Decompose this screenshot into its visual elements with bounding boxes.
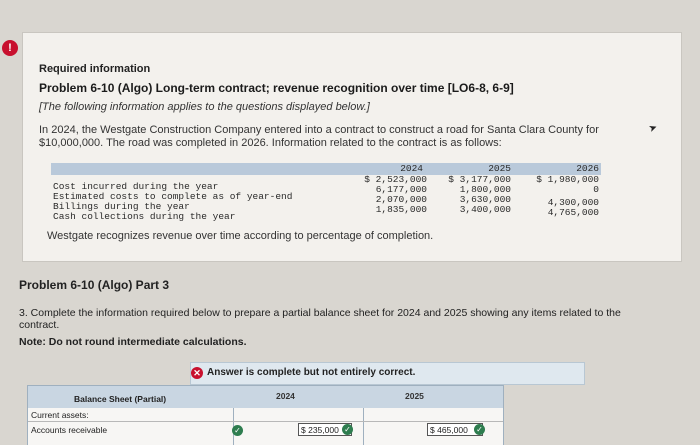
row-label-cash-collections: Cash collections during the year [53, 211, 236, 222]
column-divider [363, 408, 364, 445]
part-title: Problem 6-10 (Algo) Part 3 [19, 278, 170, 292]
answer-status-text: Answer is complete but not entirely correct. [207, 367, 416, 378]
answer-status-banner [190, 362, 585, 385]
cell-2026-collections: 4,765,000 [547, 207, 599, 218]
balance-sheet-body [27, 408, 504, 445]
row-divider [28, 421, 503, 422]
check-icon: ✓ [232, 425, 243, 436]
current-assets-label: Current assets: [31, 410, 89, 420]
cell-2025-billings: 3,630,000 [459, 194, 511, 205]
problem-card [22, 32, 682, 262]
year-header-2025: 2025 [488, 163, 511, 174]
cell-2024-estimate: 6,177,000 [375, 184, 427, 195]
year-header-2024: 2024 [400, 163, 423, 174]
row-label-estimated-costs: Estimated costs to complete as of year-end [53, 191, 293, 202]
balance-sheet-title: Balance Sheet (Partial) [74, 394, 167, 404]
cell-2026-cost: $ 1,980,000 [536, 174, 599, 185]
bs-year-2025: 2025 [405, 391, 424, 401]
row-label-billings: Billings during the year [53, 201, 190, 212]
accounts-receivable-2025-input[interactable]: $ 465,000 [427, 423, 483, 436]
info-note: [The following information applies to the questions displayed below.] [39, 101, 370, 113]
check-icon: ✓ [342, 424, 353, 435]
cell-2025-collections: 3,400,000 [459, 204, 511, 215]
check-icon: ✓ [474, 424, 485, 435]
intro-text: In 2024, the Westgate Construction Company entered into a contract to construct a road for Santa Clara County for $10,000,000. The road was completed in 2026. Information related to the contract is as follows: [39, 124, 599, 149]
balance-sheet-header [27, 385, 504, 409]
mouse-cursor-icon: ➤ [647, 121, 660, 136]
rounding-note: Note: Do not round intermediate calculations. [19, 336, 247, 348]
row-label-cost-incurred: Cost incurred during the year [53, 181, 219, 192]
cell-2025-estimate: 1,800,000 [459, 184, 511, 195]
cell-2026-estimate: 0 [593, 184, 599, 195]
alert-icon: ! [2, 40, 18, 56]
cell-2026-billings: 4,300,000 [547, 197, 599, 208]
cell-2024-cost: $ 2,523,000 [364, 174, 427, 185]
year-header-2026: 2026 [576, 163, 599, 174]
bs-year-2024: 2024 [276, 391, 295, 401]
required-info-heading: Required information [39, 63, 151, 75]
instruction-text: 3. Complete the information required below to prepare a partial balance sheet for 2024 and 2025 showing any items related to the contract. [19, 307, 621, 331]
accounts-receivable-label: Accounts receivable [31, 425, 108, 435]
cell-2024-collections: 1,835,000 [375, 204, 427, 215]
accounts-receivable-2024-input[interactable]: $ 235,000 [298, 423, 352, 436]
revenue-method-note: Westgate recognizes revenue over time according to percentage of completion. [47, 230, 434, 242]
incorrect-icon: ✕ [191, 367, 203, 379]
cell-2025-cost: $ 3,177,000 [448, 174, 511, 185]
cell-2024-billings: 2,070,000 [375, 194, 427, 205]
problem-title: Problem 6-10 (Algo) Long-term contract; revenue recognition over time [LO6-8, 6-9] [39, 81, 514, 95]
